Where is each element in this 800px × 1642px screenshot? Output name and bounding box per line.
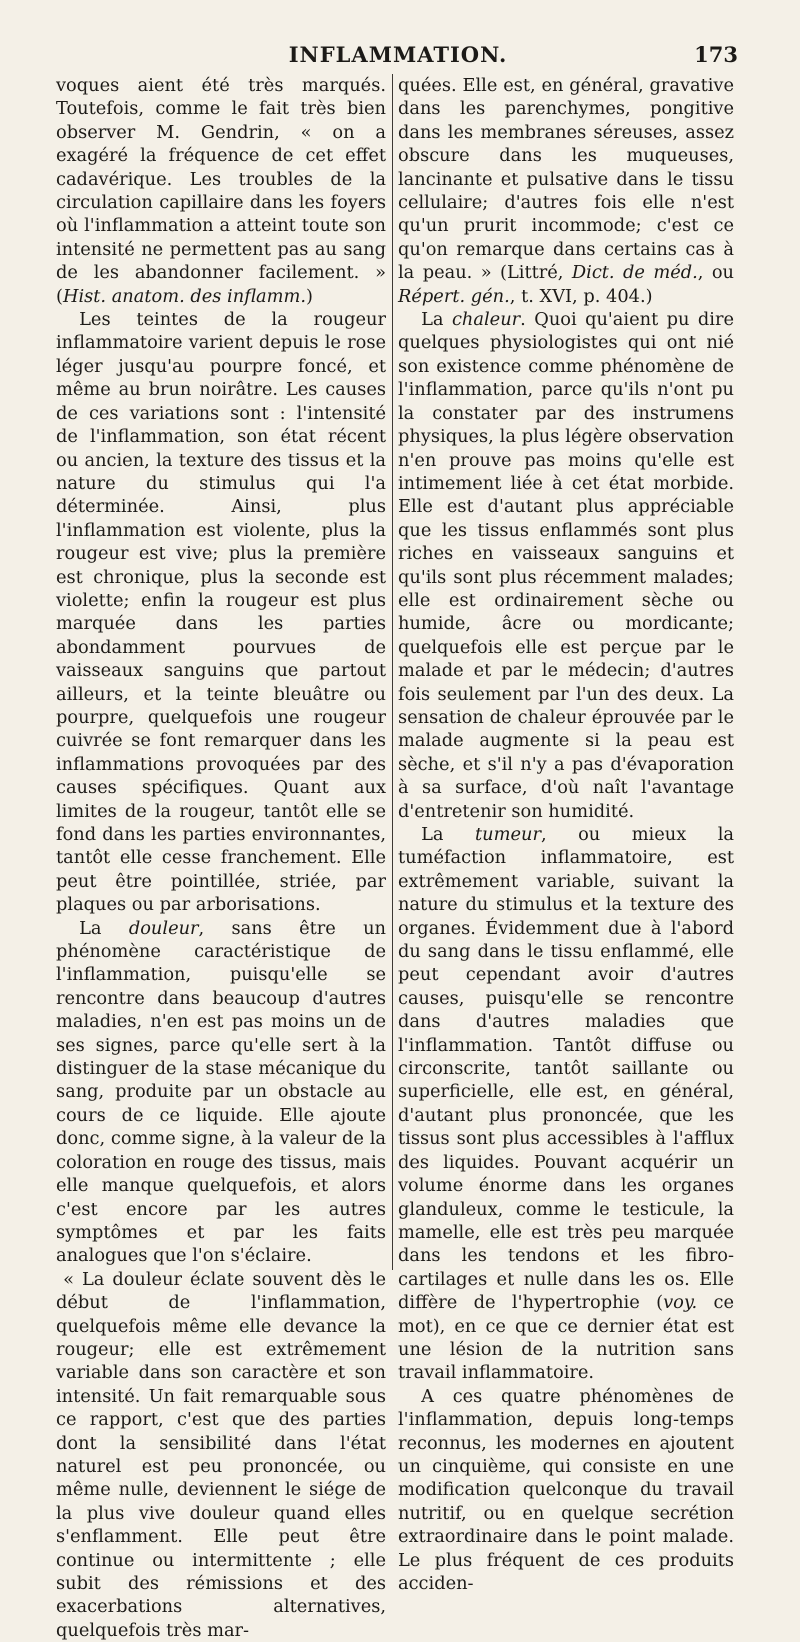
left-column xyxy=(56,74,386,1641)
citation-title: Dict. de méd. xyxy=(571,262,698,284)
paragraph: Les teintes de la rougeur inflammatoire varient depuis le rose léger jusqu'au pourpre foncé, et même au brun noirâtre. Les causes de ces variations sont : l'intensité de l'inflammation, son état récent ou ancien, la texture des tissus et la nature du stimulus qui l'a déterminée. Ainsi, plus l'inflammation est violente, plus la rougeur est vive; plus la première est chronique, plus la seconde est violette; enfin la rougeur est plus marquée dans les parties abondamment pourvues de vaisseaux sanguins que partout ailleurs, et la teinte bleuâtre ou pourpre, quelquefois une rougeur cuivrée se font remarquer dans les inflammations provoquées par des causes spécifiques. Quant aux limites de la rougeur, tantôt elle se fond dans les parties environnantes, tantôt elle cesse franchement. Elle peut être pointillée, striée, par plaques ou par arborisations. xyxy=(56,309,386,916)
column-divider xyxy=(392,74,393,1270)
page-header xyxy=(58,42,738,72)
term-emphasis: chaleur xyxy=(451,309,521,331)
cross-reference: voy. xyxy=(663,1292,698,1314)
citation-title: Répert. gén. xyxy=(398,285,510,307)
paragraph: « La douleur éclate souvent dès le début de l'inflammation, quelquefois même elle devance la rougeur; elle est extrêmement variable dans son caractère et son intensité. Un fait remarquable sous ce rapport, c'est que des parties dont la sensibilité dans l'état naturel est peu prononcée, ou même nulle, deviennent le siége de la plus vive douleur quand elles s'enflamment. Elle peut être continue ou intermittente ; elle subit des rémissions et des exacerbations alternatives, quelquefois très mar- xyxy=(56,1268,386,1641)
paragraph: La tumeur, ou mieux la tuméfaction inflammatoire, est extrêmement variable, suivant la nature du stimulus et la texture des organes. Évidemment due à l'abord du sang dans le tissu enflammé, elle peut cependant avoir d'autres causes, puisqu'elle se rencontre dans d'autres maladies que l'inflammation. Tantôt diffuse ou circonscrite, tantôt saillante ou superficielle, elle est, en général, d'autant plus prononcée, que les tissus sont plus accessibles à l'afflux des liquides. Pouvant acquérir un volume énorme dans les organes glanduleux, comme le testicule, la mamelle, elle est très peu marquée dans les tendons et les fibro-cartilages et nulle dans les os. Elle diffère de l'hypertrophie (voy. ce mot), en ce que ce dernier état est une lésion de la nutrition sans travail inflammatoire. xyxy=(398,824,735,1384)
citation-title: Hist. anatom. des inflamm. xyxy=(62,285,307,307)
term-emphasis: douleur xyxy=(128,917,199,939)
term-emphasis: tumeur xyxy=(475,824,541,845)
paragraph: La chaleur. Quoi qu'aient pu dire quelques physiologistes qui ont nié son existence comme phénomène de l'inflammation, parce qu'ils n'ont pu la constater par des instrumens physiques, la plus légère observation n'en prouve pas moins qu'elle est intimement liée à cet état morbide. Elle est d'autant plus appréciable que les tissus enflammés sont plus riches en vaisseaux sanguins et qu'ils sont plus récemment malades; elle est ordinairement sèche ou humide, âcre ou mordicante; quelquefois elle est perçue par le malade et par le médecin; d'autres fois seulement par l'un des deux. La sensation de chaleur éprouvée par le malade augmente si la peau est sèche, et s'il n'y a pas d'évaporation à sa surface, d'où naît l'avantage d'entretenir son humidité. xyxy=(398,309,734,822)
paragraph: A ces quatre phénomènes de l'inflammation, depuis long-temps reconnus, les modernes en ajoutent un cinquième, qui consiste en une modification quelconque du travail nutritif, ou en quelque secrétion extraordinaire dans le point malade. Le plus fréquent de ces produits acciden- xyxy=(398,1385,734,1594)
running-title: INFLAMMATION. xyxy=(288,42,508,67)
page-number: 173 xyxy=(694,42,738,67)
paragraph: voques aient été très marqués. Toutefois, comme le fait très bien observer M. Gendrin, « on a exagéré la fréquence de cet effet cadavérique. Les troubles de la circulation capillaire dans les foyers où l'inflammation a atteint toute son intensité ne permettent pas au sang de les abandonner facilement. » (Hist. anatom. des inflamm.) xyxy=(56,75,386,307)
paragraph: La douleur, sans être un phénomène caractéristique de l'inflammation, puisqu'elle se rencontre dans beaucoup d'autres maladies, n'en est pas moins un de ses signes, parce qu'elle sert à la distinguer de la stase mécanique du sang, produite par un obstacle au cours de ce liquide. Elle ajoute donc, comme signe, à la valeur de la coloration en rouge des tissus, mais elle manque quelquefois, et alors c'est encore par les autres symptômes et par les faits analogues que l'on s'éclaire. xyxy=(56,917,386,1267)
right-column xyxy=(398,74,735,1594)
paragraph: quées. Elle est, en général, gravative dans les parenchymes, pongitive dans les membranes séreuses, assez obscure dans les muqueuses, lancinante et pulsative dans le tissu cellulaire; d'autres fois elle n'est qu'un prurit incommode; c'est ce qu'on remarque dans certains cas à la peau. » (Littré, Dict. de méd., ou Répert. gén., t. XVI, p. 404.) xyxy=(398,75,734,307)
